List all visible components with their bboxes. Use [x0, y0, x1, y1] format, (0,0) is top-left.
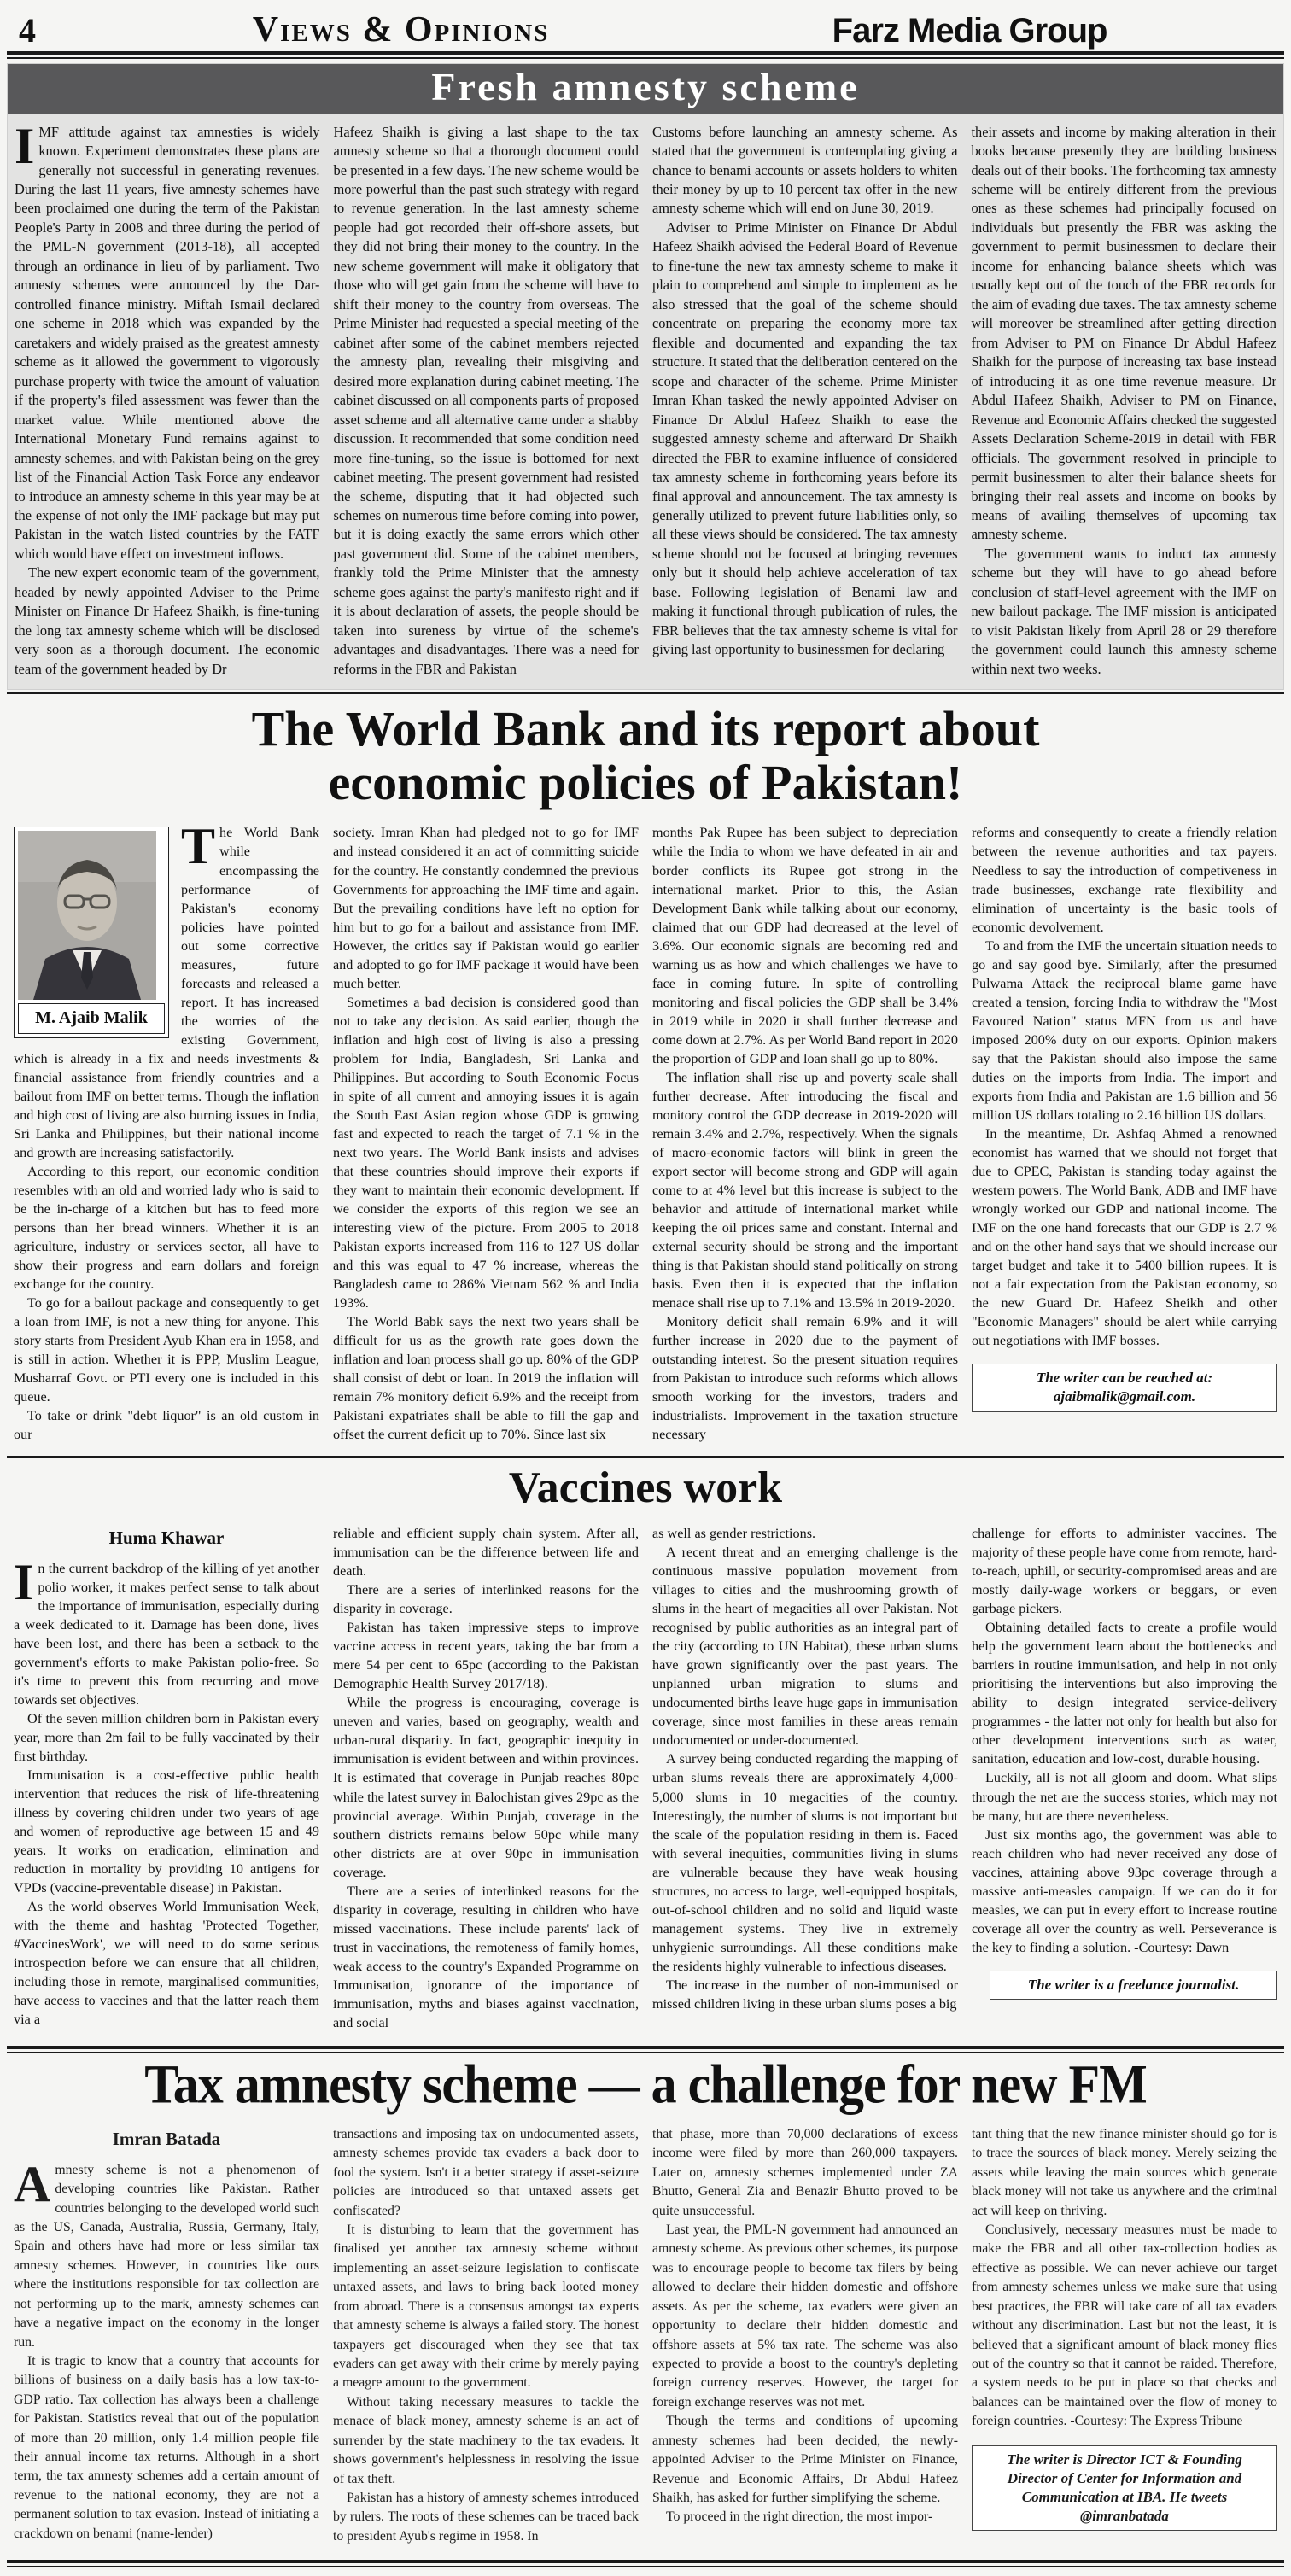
paragraph: their assets and income by making alteration in their books because presently they are building business deals out of their books. The forthcoming tax amnesty scheme will be entirely different from the previous ones as these schemes had principally focused on individuals but presently the FBR was asking the government to permit businessmen to declare their income for enhancing balance sheets which was usually kept out of the touch of the FBR records for the aim of evading due taxes. The tax amnesty scheme will moreover be streamlined after getting direction from Adviser to PM on Finance Dr Abdul Hafeez Shaikh for the purpose of increasing tax base instead of introducing it as one time revenue measure. Dr Abdul Hafeez Shaikh, Adviser to PM on Finance, Revenue and Economic Affairs checked the suggested Assets Declaration Scheme-2019 in detail with FBR officials. The government resolved in principle to permit businessmen to alter their balance sheets for bringing their real assets and income on books by means of availing themselves of upcoming tax amnesty scheme. [971, 123, 1276, 543]
author-attribution-box: The writer is a freelance journalist. [990, 1971, 1277, 2000]
paragraph: tant thing that the new finance minister should go for is to trace the sources of black money. Merely seizing the assets while leaving the main sources which generate black money will not take us anywhere and the criminal act will keep on thriving. [972, 2126, 1277, 2218]
paragraph: A survey being conducted regarding the mapping of urban slums reveals there are approximately 4,000-5,000 slums in 10 megacities of the country. Interestingly, the number of slums is not important but the scale of the population residing in them is. Faced with several inequities, communities living in slums are vulnerable because they have weak housing structures, no access to large, well-equipped hospitals, out-of-school children and no solid and liquid waste management systems. They live in extremely unhygienic surroundings. All these conditions make the residents highly vulnerable to infectious diseases. [652, 1751, 958, 1974]
article-tax-amnesty-challenge [7, 2053, 1284, 2556]
paragraph: The World Babk says the next two years shall be difficult for us as the growth rate goes down the inflation and loan process shall go up. 80% of the GDP shall consist of debt or loan. In 2019 the inflation will remain 7% monitory deficit 6.9% and the receipt from Pakistani expatriates shall be able to fill the gap and offset the current deficit up to 70%. Since last six [333, 1314, 639, 1443]
paragraph: Adviser to Prime Minister on Finance Dr Abdul Hafeez Shaikh advised the Federal Board of Revenue to fine-tune the new tax amnesty scheme to make it plain to comprehend and simple to implement as he also stressed that the goal of the scheme should concentrate on preparing the economy more tax flexible and documented and expanding the tax structure. It stated that the deliberation centered on the scope and character of the scheme. Prime Minister Imran Khan tasked the newly appointed Adviser on Finance Dr Abdul Hafeez Shaikh to ease the suggested amnesty scheme and afterward Dr Shaikh directed the FBR to examine influence of considered tax amnesty scheme in forthcoming years before its final approval and announcement. The tax amnesty is generally utilized to prevent future liabilities only, so all these views should be considered. The tax amnesty scheme should not be focused at bringing revenues only but it should help achieve acceleration of tax base. Following legislation of Benami law and making it functional through publication of rules, the FBR believes that the tax amnesty scheme is vital for giving last opportunity to businessmen for declaring [652, 219, 958, 658]
article-column [14, 818, 319, 1444]
paragraph-list [333, 823, 639, 1444]
article-column [333, 2125, 639, 2546]
paragraph: Pakistan has a history of amnesty schemes introduced by rulers. The roots of these schemes can be traced back to president Ayub's regime in 1958. In [333, 2490, 639, 2544]
paragraph: Last year, the PML-N government had announced an amnesty scheme. As previous other schemes, its purpose was to encourage people to become tax filers by being allowed to declare their hidden domestic and offshore assets. As per the scheme, tax evaders were given an opportunity to declare their hidden domestic and offshore assets at 5% tax rate. The scheme was also expected to provide a boost to the country's depleting foreign currency reserves. However, the target for foreign exchange reserves was not met. [652, 2223, 958, 2410]
paragraph: Customs before launching an amnesty scheme. As stated that the government is contemplating giving a chance to benami accounts or assets holders to whiten their money by up to 10 percent tax offer in the new amnesty scheme which will end on June 30, 2019. [652, 123, 958, 217]
paragraph: Obtaining detailed facts to create a profile would help the government learn about the bottlenecks and barriers in routine immunisation, and help in not only prioritising the interventions but also improving the ability to design integrated service-delivery programmes - the latter not only for health but also for other development interventions such as water, sanitation, education and low-cost, durable housing. [972, 1620, 1277, 1767]
article-column [14, 1524, 319, 2032]
paragraph: In the meantime, Dr. Ashfaq Ahmed a renowned economist has warned that we should not forget that due to CPEC, Pakistan is standing today against the western powers. The World Bank, ADB and IMF have wrongly worked our GDP and national income. The IMF on the one hand forecasts that our GDP is 2.7 % and on the other hand says that we should increase our target budget and take it to 5400 billion rupees. It is not a fair expectation from the Pakistan economy, so the new Guard Dr. Hafeez Sheikh and other "Economic Managers" should be alert while carrying out negotiations with IMF bosses. [972, 1125, 1277, 1349]
newspaper-page [7, 0, 1284, 2576]
paragraph-list [972, 2125, 1277, 2432]
section-title: Views & Opinions [252, 10, 550, 50]
masthead-divider [7, 51, 1284, 59]
paragraph: Of the seven million children born in Pakistan every year, more than 2m fail to be fully vaccinated by their first birthday. [14, 1710, 319, 1764]
paragraph-list [334, 123, 640, 680]
lead-text: MF attitude against tax amnesties is widely known. Experiment demonstrates these plans are generally not successful in generating revenues. During the last 11 years, five amnesty schemes have been proclaimed one during the term of the Pakistan People's Party in 2008 and three during the period of the PML-N government (2013-18), all accepted through an ordinance in lieu of by parliament. Two amnesty schemes were announced by the Dar- controlled finance ministry. Miftah Ismail declared one scheme in 2018 which was expanded by the caretakers and widely praised as the greatest amnesty scheme as it allowed the government to vigorously purchase property with twice the amount of valuation if the property's filed assessment was fewer than the market value. While mentioned above the International Monetary Fund remains against to amnesty schemes, and with Pakistan being on the grey list of the Financial Action Task Force any endeavor to introduce an amnesty scheme in this year may be at the expense of not only the IMF package but may put Pakistan in the watch listed countries by the FATF which would have effect on investment inflows. [15, 123, 320, 562]
article-divider [7, 692, 1284, 694]
article-column [972, 123, 1277, 680]
paragraph: as well as gender restrictions. [652, 1526, 816, 1542]
paragraph: To and from the IMF the uncertain situation needs to go and say good bye. Similarly, after the presumed Pulwama Attack the reciprocal blame game have created a tension, forcing India to withdraw the "Most Favoured Nation" status MFN from us and have imposed 200% duty on our exports. Opinion makers say that the Pakistan should also impose the same duties on the imports from India. The import and exports from India and Pakistan are 1.6 billion and 56 million US dollars totaling to 2.16 billion US dollars. [972, 938, 1277, 1123]
paragraph: It is disturbing to learn that the government has finalised yet another tax amnesty scheme without implementing an asset-seizure legislation to confiscate untaxed assets, and laws to bring back looted money from abroad. There is a consensus amongst tax experts that amnesty scheme is always a failed story. The honest taxpayers get discouraged when they see that tax evaders can get away with their crime by merely paying a meagre amount to the government. [333, 2223, 639, 2391]
lead-paragraph [14, 1553, 319, 1709]
author-portrait-image [18, 831, 156, 1000]
paragraph-list [15, 564, 320, 679]
article-columns [7, 1516, 1284, 2042]
paragraph: To proceed in the right direction, the most impor- [666, 2509, 933, 2525]
author-attribution-box: The writer is Director ICT & Founding Director of Center for Information and Communication at IBA. He tweets @imranbatada [972, 2445, 1277, 2531]
paragraph-list [333, 2125, 639, 2546]
article-vaccines-work [7, 1465, 1284, 2042]
paragraph-list [333, 1524, 639, 2032]
article-headline-banner: Fresh amnesty scheme [8, 64, 1283, 114]
paragraph: To take or drink "debt liquor" is an old custom in our [14, 1408, 319, 1443]
drop-cap: I [15, 117, 35, 174]
paragraph: A recent threat and an emerging challenge is the continuous massive population movement from villages to cities and the mushrooming growth of slums in the heart of megacities all over Pakistan. Not recognised by public authorities as an integral part of the city (according to UN Habitat), these urban slums have grown significantly over the past years. The unplanned urban migration to slums and undocumented births leave huge gaps in immunisation coverage, since most families in these areas remain undocumented or under-documented. [652, 1545, 958, 1749]
lead-text: he World Bank while encompassing the performance of Pakistan's economy policies have pointed out some corrective measures, future forecasts and released a report. It has increased the worries of the existing Government, which is already in a fix and needs investments & financial assistance from friendly countries and a bailout from IMF on better terms. Though the inflation and high cost of living are also burning issues in India, Sri Lanka and Philippines, but their national income and growth are increasing satisfactorily. [14, 825, 319, 1160]
paragraph: Without taking necessary measures to tackle the menace of black money, amnesty scheme is an act of surrender by the state machinery to the tax evaders. It shows government's helplessness in resolving the issue of tax theft. [333, 2394, 639, 2486]
paragraph-list [14, 1162, 319, 1444]
author-byline: Imran Batada [112, 2128, 221, 2149]
article-divider [7, 2046, 1284, 2053]
paragraph-list [652, 123, 958, 660]
drop-cap: T [181, 818, 216, 875]
article-headline: Vaccines work [508, 1463, 783, 1513]
paragraph: challenge for efforts to administer vaccines. The majority of these people have come from remote, hard-to-reach, uphill, or security-compromised areas and are mostly daily-wage workers or beggars, or even garbage pickers. [972, 1526, 1277, 1617]
masthead [7, 3, 1284, 48]
lead-text: n the current backdrop of the killing of yet another polio worker, it makes perfect sense to talk about the importance of immunisation, especially during a week dedicated to it. Damage has been done, lives have been lost, and there has been a setback to the government's efforts to make Pakistan polio-free. So it's time to prevent this from recurring and move towards set objectives. [14, 1560, 319, 1708]
article-column [15, 117, 320, 680]
paragraph: Pakistan has taken impressive steps to improve vaccine access in recent years, taking the bar from a mere 54 per cent to 65pc (according to the Pakistan Demographic Health Survey 2017/18). [333, 1620, 639, 1692]
attribution-line-1: The writer can be reached at: [1036, 1370, 1213, 1387]
lead-text: mnesty scheme is not a phenomenon of developing countries like Pakistan. Rather countries belonging to the developed world such as the US, Canada, Australia, Russia, Germany, Italy, Spain and others have had more or less similar tax amnesty schemes. However, in countries like ours where the institutions responsible for tax collection are not performing up to the mark, amnesty schemes can have a negative impact on the economy in the longer run. [14, 2162, 319, 2350]
article-column [652, 2125, 958, 2546]
paragraph: There are a series of interlinked reasons for the disparity in coverage, resulting in children who have missed vaccinations. These include parents' lack of trust in vaccinations, the remoteness of family homes, weak access to the country's Expanded Programme on Immunisation, ignorance of the importance of immunisation, myths and biases against vaccination, and social [333, 1883, 639, 2030]
paragraph: Though the terms and conditions of upcoming amnesty schemes had been decided, the newly-appointed Adviser to the Prime Minister on Finance, Revenue and Economic Affairs, Dr Abdul Hafeez Shaikh, has asked for further simplifying the scheme. [652, 2414, 958, 2505]
article-column [333, 1524, 639, 2032]
paragraph: Sometimes a bad decision is considered good than not to take any decision. As said earlier, though the inflation and high cost of living is also a pressing problem for India, Bangladesh, Sri Lanka and Philippines. But according to South Economic Focus in spite of all current and annoying issues it is again the South East Asian region whose GDP is growing fast and expected to reach the target of 7.1 % in the next two years. The World Bank insists and advises that these countries should improve their exports if they want to maintain their economic development. If we consider the exports of this region we see an interesting view of the picture. From 2005 to 2018 Pakistan exports increased from 116 to 127 US dollar and this was equal to 47 % increase, whereas the Bangladesh came to 286% Vietnam 562 % and India 193%. [333, 994, 639, 1311]
paragraph: As the world observes World Immunisation Week, with the theme and hashtag 'Protected Together, #VaccinesWork', we will need to do some serious introspection before we can ensure that all children, including those in remote, marginalised communities, have access to vaccines and that the latter reach them via a [14, 1899, 319, 2028]
article-columns [7, 2117, 1284, 2556]
article-column [652, 123, 958, 680]
paragraph-list [652, 1524, 958, 2013]
paragraph: Luckily, all is not all gloom and doom. What slips through the net are the success stories, which may not be many, but are there nevertheless. [972, 1770, 1277, 1824]
paragraph: While the progress is encouraging, coverage is uneven and varies, based on geography, wealth and urban-rural disparity. In fact, geographic inequity in immunisation is evident between and within provinces. It is estimated that coverage in Punjab reaches 80pc while the latest survey in Balochistan gives 29pc as the provincial average. Within Punjab, coverage in the southern districts remains below 50pc while many other districts are at over 90pc in immunisation coverage. [333, 1695, 639, 1880]
attribution-line-2: ajaibmalik@gmail.com. [1053, 1388, 1196, 1405]
paragraph: The government wants to induct tax amnesty scheme but they will have to go ahead before conclusion of staff-level agreement with the IMF on new bailout package. The IMF mission is anticipated to visit Pakistan likely from April 28 or 29 therefore the government could launch this amnesty scheme within next two weeks. [971, 545, 1276, 677]
headline-line-1: The World Bank and its report about [251, 701, 1040, 757]
paragraph: Hafeez Shaikh is giving a last shape to the tax amnesty scheme so that a thorough document could be presented in a few days. The new scheme would be more powerful than the past such strategy with regard to revenue generation. In the last amnesty scheme people had got recorded their off-shore assets, but they did not bring their money to the country. In the new scheme government will make it obligatory that those who will get gain from the scheme will have to shift their money to the country from overseas. The Prime Minister had requested a special meeting of the cabinet after some of the cabinet members rejected the amnesty plan, revealing their misgiving and desired more explanation during cabinet meeting. The cabinet discussed on all components parts of proposed asset scheme and all alternative came under a shabby discussion. It recommended that some condition need more fine-tuning, so the issue is bottomed for next cabinet meeting. The present government had resisted the scheme, disputing that it had objected such schemes on numerous time before coming into power, but it is doing exactly the same errors which other past government did. Some of the cabinet members, frankly told the Prime Minister that the amnesty scheme goes against the party's manifesto right and if it is about declaration of assets, the people should be taken into sureness by virtue of the scheme's advantages and disadvantages. There was a need for reforms in the FBR and Pakistan [333, 123, 639, 677]
paragraph: Monitory deficit shall remain 6.9% and it will further increase in 2020 due to the payment of outstanding interest. So the present situation requires from Pakistan to introduce such reforms which allows smooth working for the investors, traders and industrialists. Improvement in the taxation structure necessary [652, 1314, 958, 1443]
author-attribution-box [972, 1364, 1277, 1411]
paragraph-list [972, 123, 1277, 680]
article-column [652, 1524, 958, 2032]
article-column [972, 2125, 1277, 2546]
drop-cap: A [14, 2155, 51, 2212]
article-column [972, 823, 1277, 1444]
paragraph: Just six months ago, the government was able to reach children who had never received any dose of vaccines, attaining above 93pc coverage through a massive anti-measles campaign. If we can do it for measles, we can put in every effort to increase routine coverage all over the country as well. Perseverance is the key to finding a solution. -Courtesy: Dawn [972, 1826, 1277, 1955]
publication-brand: Farz Media Group [832, 12, 1107, 50]
article-fresh-amnesty [7, 63, 1284, 690]
paragraph: According to this report, our economic condition resembles with an old and worried lady who is said to be the in-charge of a kitchen but has to feed more persons than her bread winners. Whether it is an agriculture, industry or services sector, all have to show their progress and earn dollars and foreign exchange for the country. [14, 1164, 319, 1293]
paragraph: Immunisation is a cost-effective public health intervention that reduces the risk of life-threatening illness by covering children under two years of age and women of reproductive age between 15 and 49 years. It works on eradication, elimination and reduction in mortality by providing 10 antigens for VPDs (vaccine-preventable disease) in Pakistan. [14, 1767, 319, 1896]
paragraph-list [972, 1524, 1277, 1957]
author-byline: Huma Khawar [108, 1527, 225, 1549]
paragraph: The increase in the number of non-immunised or missed children living in these urban slums poses a big [652, 1977, 958, 2012]
lead-paragraph [15, 117, 320, 564]
article-columns [8, 114, 1283, 690]
paragraph: transactions and imposing tax on undocumented assets, amnesty schemes provide tax evaders a back door to fool the system. Isn't it a better strategy if asset-seizure policies are introduced so that untaxed assets get confiscated? [333, 2126, 639, 2218]
paragraph: reliable and efficient supply chain system. After all, immunisation can be the difference between life and death. [333, 1526, 639, 1580]
article-column [334, 123, 640, 680]
drop-cap: I [14, 1553, 34, 1610]
article-column [972, 1524, 1277, 2032]
headline-line-2: economic policies of Pakistan! [328, 754, 963, 810]
paragraph-list [652, 823, 958, 1444]
article-world-bank [7, 703, 1284, 1454]
paragraph: There are a series of interlinked reasons for the disparity in coverage. [333, 1582, 639, 1617]
author-photo [14, 827, 169, 1037]
photo-caption: M. Ajaib Malik [18, 1003, 165, 1033]
paragraph: that phase, more than 70,000 declarations of excess income were filed by more than 260,000 taxpayers. Later on, amnesty schemes implemented under ZA Bhutto, General Zia and Benazir Bhutto proved to be quite unsuccessful. [652, 2126, 958, 2218]
paragraph: reforms and consequently to create a friendly relation between the revenue authorities and tax payers. Needless to say the introduction of competiveness in trade businesses, exchange rate flexibility and elimination of uncertainty is the basic tools of economic devolvement. [972, 825, 1277, 935]
paragraph: The new expert economic team of the government, headed by newly appointed Adviser to the Prime Minister on Finance Dr Hafeez Shaikh, is fine-tuning the long tax amnesty scheme which will be disclosed very soon as a thorough document. The economic team of the government headed by Dr [15, 564, 320, 677]
paragraph: To go for a bailout package and consequently to get a loan from IMF, is not a new thing for anyone. This story starts from President Ayub Khan era in 1958, and is still in action. Whether it is PPP, Muslim League, Musharraf Govt. or PTI every one is included in this queue. [14, 1295, 319, 1405]
paragraph-list [652, 2125, 958, 2527]
article-column [652, 823, 958, 1444]
page-bottom-rule [7, 2560, 1284, 2567]
paragraph-list [14, 2352, 319, 2544]
article-divider [7, 1456, 1284, 1458]
article-headline: Tax amnesty scheme — a challenge for new FM [144, 2053, 1147, 2115]
article-column [14, 2125, 319, 2546]
paragraph: Conclusively, necessary measures must be made to make the FBR and all other tax-collection bodies as effective as possible. We can never achieve our target from amnesty schemes unless we make sure that using best practices, the FBR will take care of all tax evaders without any discrimination. Last but not the least, it is believed that a significant amount of black money flies out of the country so that it cannot be raided. Therefore, a system needs to be put in place so that checks and balances can be maintained over the flow of money to foreign countries. -Courtesy: The Express Tribune [972, 2223, 1277, 2429]
article-column [333, 823, 639, 1444]
paragraph-list [972, 823, 1277, 1350]
paragraph-list [14, 1709, 319, 2030]
paragraph: The inflation shall rise up and poverty scale shall further decrease. After introducing the fiscal and monitory control the GDP decrease in 2019-2020 will remain 3.4% and 2.7%, respectively. When the signals of macro-economic factors will blink in green the export sector will become strong and GDP will again come to at 4% level but this increase is subject to the behavior and attitude of international market while keeping the oil prices same and constant. Internal and external security should be strong and the important thing is that Pakistan should stand politically on strong basis. Even then it is expected that the inflation menace shall rise up to 7.1% and 13.5% in 2019-2020. [652, 1069, 958, 1311]
article-headline [7, 703, 1284, 809]
lead-paragraph [14, 2155, 319, 2352]
paragraph: months Pak Rupee has been subject to depreciation while the India to whom we have defeated in air and border conflicts its Rupee got strong in the international market. Prior to this, the Asian Development Bank while talking about our economy, claimed that our GDP had decreased at the level of 3.6%. Our economic signals are becoming red and warning us as how and which challenges we have to face in coming future. In spite of controlling monitoring and fiscal policies the GDP shall be 3.4% in 2019 while in 2020 it shall further decrease and come down at 2.7%. As per World Band report in 2020 the proportion of GDP and loan shall go up to 80%. [652, 825, 958, 1066]
paragraph: society. Imran Khan had pledged not to go for IMF and instead considered it an act of committing suicide for the country. He constantly condemned the previous Governments for approaching the IMF time and again. But the prevailing conditions have left no option for him but to go for a bailout and assistance from IMF. However, the critics say if Pakistan would go earlier and adopted to go for IMF package it would have been much better. [333, 825, 639, 991]
article-columns [7, 815, 1284, 1454]
page-number: 4 [19, 11, 36, 50]
paragraph: It is tragic to know that a country that accounts for billions of business on a daily basis has a low tax-to-GDP ratio. Tax collection has always been a challenge for Pakistan. Statistics reveal that out of the population of more than 20 million, only 1.4 million people file their annual income tax returns. Although in a short term, the tax amnesty schemes add a certain amount of revenue to the national economy, they are not a permanent solution to tax evasion. Instead of initiating a crackdown on benami (name-lender) [14, 2353, 319, 2541]
